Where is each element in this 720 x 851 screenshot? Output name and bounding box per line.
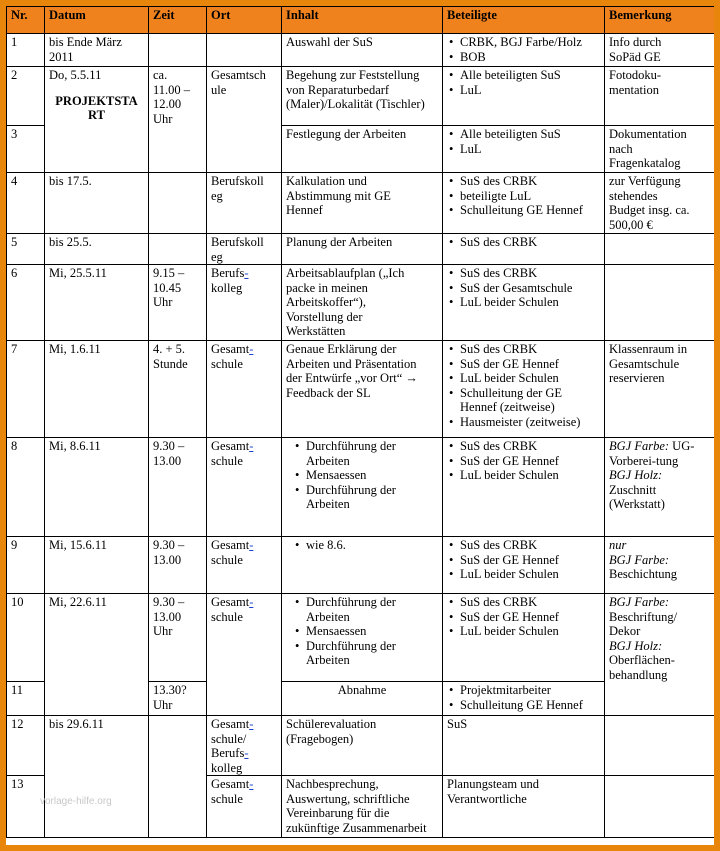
cell-zeit	[149, 173, 207, 234]
cell-nr: 9	[7, 537, 45, 594]
document-page	[6, 6, 714, 845]
list-item: • Durchführung der Arbeiten	[306, 483, 438, 512]
table-row	[7, 234, 715, 265]
cell-bemerkung: nur BGJ Farbe: Beschichtung	[605, 537, 715, 594]
cell-bemerkung	[605, 234, 715, 265]
header-datum: Datum	[45, 7, 149, 34]
cell-beteiligte	[443, 173, 605, 234]
cell-ort: Berufskoll eg	[207, 234, 282, 265]
header-ort: Ort	[207, 7, 282, 34]
list-item: • Alle beteiligten SuS	[460, 68, 600, 83]
list-item: • SuS des CRBK	[460, 235, 600, 250]
list-item: • SuS des CRBK	[460, 266, 600, 281]
cell-inhalt: Planung der Arbeiten	[282, 234, 443, 265]
header-beteiligte: Beteiligte	[443, 7, 605, 34]
cell-nr: 8	[7, 438, 45, 537]
cell-bemerkung: BGJ Farbe: Beschriftung/ Dekor BGJ Holz: Oberflächen- behandlung	[605, 594, 715, 716]
cell-datum: Do, 5.5.11 PROJEKTSTA RT	[45, 67, 149, 173]
cell-nr: 6	[7, 265, 45, 341]
list-item: • Alle beteiligten SuS	[460, 127, 600, 142]
projektstart-label: PROJEKTSTA RT	[55, 93, 138, 122]
table-row	[7, 34, 715, 67]
list-item: • LuL beider Schulen	[460, 371, 600, 386]
cell-beteiligte	[443, 438, 605, 537]
cell-datum: Mi, 8.6.11	[45, 438, 149, 537]
cell-ort: Gesamtsch ule	[207, 67, 282, 173]
list-item: • Mensaessen	[306, 624, 438, 639]
cell-beteiligte	[443, 682, 605, 716]
cell-nr: 13	[7, 776, 45, 838]
cell-bemerkung: Fotodoku- mentation	[605, 67, 715, 126]
cell-ort: Gesamt- schule	[207, 341, 282, 438]
list-item: • LuL beider Schulen	[460, 567, 600, 582]
hyphen-link[interactable]: -	[249, 595, 254, 609]
cell-nr: 3	[7, 126, 45, 173]
cell-beteiligte	[443, 265, 605, 341]
cell-inhalt	[282, 438, 443, 537]
list-item: • Schulleitung GE Hennef	[460, 203, 600, 218]
cell-beteiligte: SuS	[443, 716, 605, 776]
header-row	[7, 7, 715, 34]
project-schedule-table	[6, 6, 714, 838]
cell-beteiligte	[443, 126, 605, 173]
list-item: • Durchführung der Arbeiten	[306, 439, 438, 468]
list-item: • SuS des CRBK	[460, 439, 600, 454]
table-row	[7, 341, 715, 438]
cell-datum: bis Ende März 2011	[45, 34, 149, 67]
cell-bemerkung	[605, 265, 715, 341]
cell-bemerkung	[605, 716, 715, 776]
cell-beteiligte	[443, 34, 605, 67]
cell-inhalt: Schülerevaluation (Fragebogen)	[282, 716, 443, 776]
table-row	[7, 537, 715, 594]
cell-datum: Mi, 1.6.11	[45, 341, 149, 438]
list-item: • Projektmitarbeiter	[460, 683, 600, 698]
list-item: • SuS des CRBK	[460, 538, 600, 553]
table-row	[7, 173, 715, 234]
cell-ort: Gesamt- schule	[207, 438, 282, 537]
list-item: • Durchführung der Arbeiten	[306, 639, 438, 668]
cell-datum: bis 17.5.	[45, 173, 149, 234]
cell-nr: 1	[7, 34, 45, 67]
cell-nr: 11	[7, 682, 45, 716]
hyphen-link[interactable]: -	[249, 342, 254, 356]
cell-zeit	[149, 34, 207, 67]
list-item: • LuL	[460, 83, 600, 98]
header-bemerkung: Bemerkung	[605, 7, 715, 34]
cell-inhalt: Genaue Erklärung der Arbeiten und Präsentation der Entwürfe „vor Ort“ → Feedback der SL	[282, 341, 443, 438]
hyphen-link[interactable]: -	[249, 777, 254, 791]
cell-nr: 4	[7, 173, 45, 234]
list-item: • Durchführung der Arbeiten	[306, 595, 438, 624]
cell-zeit	[149, 234, 207, 265]
cell-bemerkung: Klassenraum in Gesamtschule reservieren	[605, 341, 715, 438]
table-row	[7, 265, 715, 341]
list-item: • Schulleitung GE Hennef	[460, 698, 600, 713]
list-item: • CRBK, BGJ Farbe/Holz	[460, 35, 600, 50]
list-item: • SuS der Gesamtschule	[460, 281, 600, 296]
list-item: • SuS der GE Hennef	[460, 553, 600, 568]
cell-bemerkung: zur Verfügung stehendes Budget insg. ca. 500,00 €	[605, 173, 715, 234]
cell-ort: Gesamt- schule	[207, 594, 282, 716]
list-item: • beteiligte LuL	[460, 189, 600, 204]
list-item: • LuL	[460, 142, 600, 157]
list-item: • LuL beider Schulen	[460, 295, 600, 310]
cell-inhalt: Arbeitsablaufplan („Ich packe in meinen Arbeitskoffer“), Vorstellung der Werkstätten	[282, 265, 443, 341]
header-nr: Nr.	[7, 7, 45, 34]
cell-ort: Berufs- kolleg	[207, 265, 282, 341]
list-item: • LuL beider Schulen	[460, 468, 600, 483]
cell-inhalt: Auswahl der SuS	[282, 34, 443, 67]
hyphen-link[interactable]: -	[249, 439, 254, 453]
cell-datum: bis 29.6.11	[45, 716, 149, 838]
table-row	[7, 67, 715, 126]
cell-zeit: 9.30 – 13.00	[149, 537, 207, 594]
list-item: • SuS des CRBK	[460, 174, 600, 189]
table-row	[7, 594, 715, 682]
cell-beteiligte: Planungsteam und Verantwortliche	[443, 776, 605, 838]
hyphen-link[interactable]: -	[249, 538, 254, 552]
cell-bemerkung: BGJ Farbe: UG- Vorberei-tung BGJ Holz: Zuschnitt (Werkstatt)	[605, 438, 715, 537]
cell-beteiligte	[443, 234, 605, 265]
cell-beteiligte	[443, 67, 605, 126]
hyphen-link[interactable]: -	[249, 717, 254, 731]
cell-zeit: 13.30? Uhr	[149, 682, 207, 716]
list-item: • BOB	[460, 50, 600, 65]
cell-ort: Gesamt- schule/ Berufs- kolleg	[207, 716, 282, 776]
cell-zeit: 9.15 – 10.45 Uhr	[149, 265, 207, 341]
cell-nr: 2	[7, 67, 45, 126]
cell-inhalt: Begehung zur Feststellung von Reparaturbedarf (Maler)/Lokalität (Tischler)	[282, 67, 443, 126]
cell-inhalt: Festlegung der Arbeiten	[282, 126, 443, 173]
list-item: • SuS der GE Hennef	[460, 610, 600, 625]
cell-datum: bis 25.5.	[45, 234, 149, 265]
cell-inhalt: Kalkulation und Abstimmung mit GE Hennef	[282, 173, 443, 234]
watermark: vorlage-hilfe.org	[40, 796, 112, 807]
table-row	[7, 716, 715, 776]
cell-zeit: 9.30 – 13.00	[149, 438, 207, 537]
cell-bemerkung	[605, 776, 715, 838]
cell-inhalt	[282, 537, 443, 594]
cell-ort: Gesamt- schule	[207, 537, 282, 594]
list-item: • LuL beider Schulen	[460, 624, 600, 639]
hyphen-link[interactable]: -	[244, 266, 249, 280]
list-item: • Hausmeister (zeitweise)	[460, 415, 600, 430]
header-inhalt: Inhalt	[282, 7, 443, 34]
cell-datum: Mi, 25.5.11	[45, 265, 149, 341]
cell-nr: 10	[7, 594, 45, 682]
cell-inhalt	[282, 594, 443, 682]
cell-ort: Berufskoll eg	[207, 173, 282, 234]
cell-beteiligte	[443, 537, 605, 594]
hyphen-link[interactable]: -	[244, 746, 249, 760]
cell-zeit: ca. 11.00 – 12.00 Uhr	[149, 67, 207, 173]
cell-zeit	[149, 716, 207, 838]
cell-datum: Mi, 22.6.11	[45, 594, 149, 716]
cell-ort	[207, 34, 282, 67]
list-item: • SuS der GE Hennef	[460, 357, 600, 372]
cell-datum: Mi, 15.6.11	[45, 537, 149, 594]
cell-bemerkung: Dokumentation nach Fragenkatalog	[605, 126, 715, 173]
list-item: • Mensaessen	[306, 468, 438, 483]
list-item: • Schulleitung der GE Hennef (zeitweise)	[460, 386, 600, 415]
cell-bemerkung: Info durch SoPäd GE	[605, 34, 715, 67]
cell-ort: Gesamt- schule	[207, 776, 282, 838]
cell-nr: 7	[7, 341, 45, 438]
cell-zeit: 4. + 5. Stunde	[149, 341, 207, 438]
table-row	[7, 438, 715, 537]
cell-nr: 12	[7, 716, 45, 776]
list-item: • SuS der GE Hennef	[460, 454, 600, 469]
list-item: • SuS des CRBK	[460, 342, 600, 357]
cell-inhalt: Nachbesprechung, Auswertung, schriftliche Vereinbarung für die zukünftige Zusammenarbeit	[282, 776, 443, 838]
list-item: • SuS des CRBK	[460, 595, 600, 610]
cell-zeit: 9.30 – 13.00 Uhr	[149, 594, 207, 682]
header-zeit: Zeit	[149, 7, 207, 34]
cell-nr: 5	[7, 234, 45, 265]
cell-beteiligte	[443, 594, 605, 682]
cell-inhalt: Abnahme	[282, 682, 443, 716]
cell-beteiligte	[443, 341, 605, 438]
list-item: • wie 8.6.	[306, 538, 438, 553]
